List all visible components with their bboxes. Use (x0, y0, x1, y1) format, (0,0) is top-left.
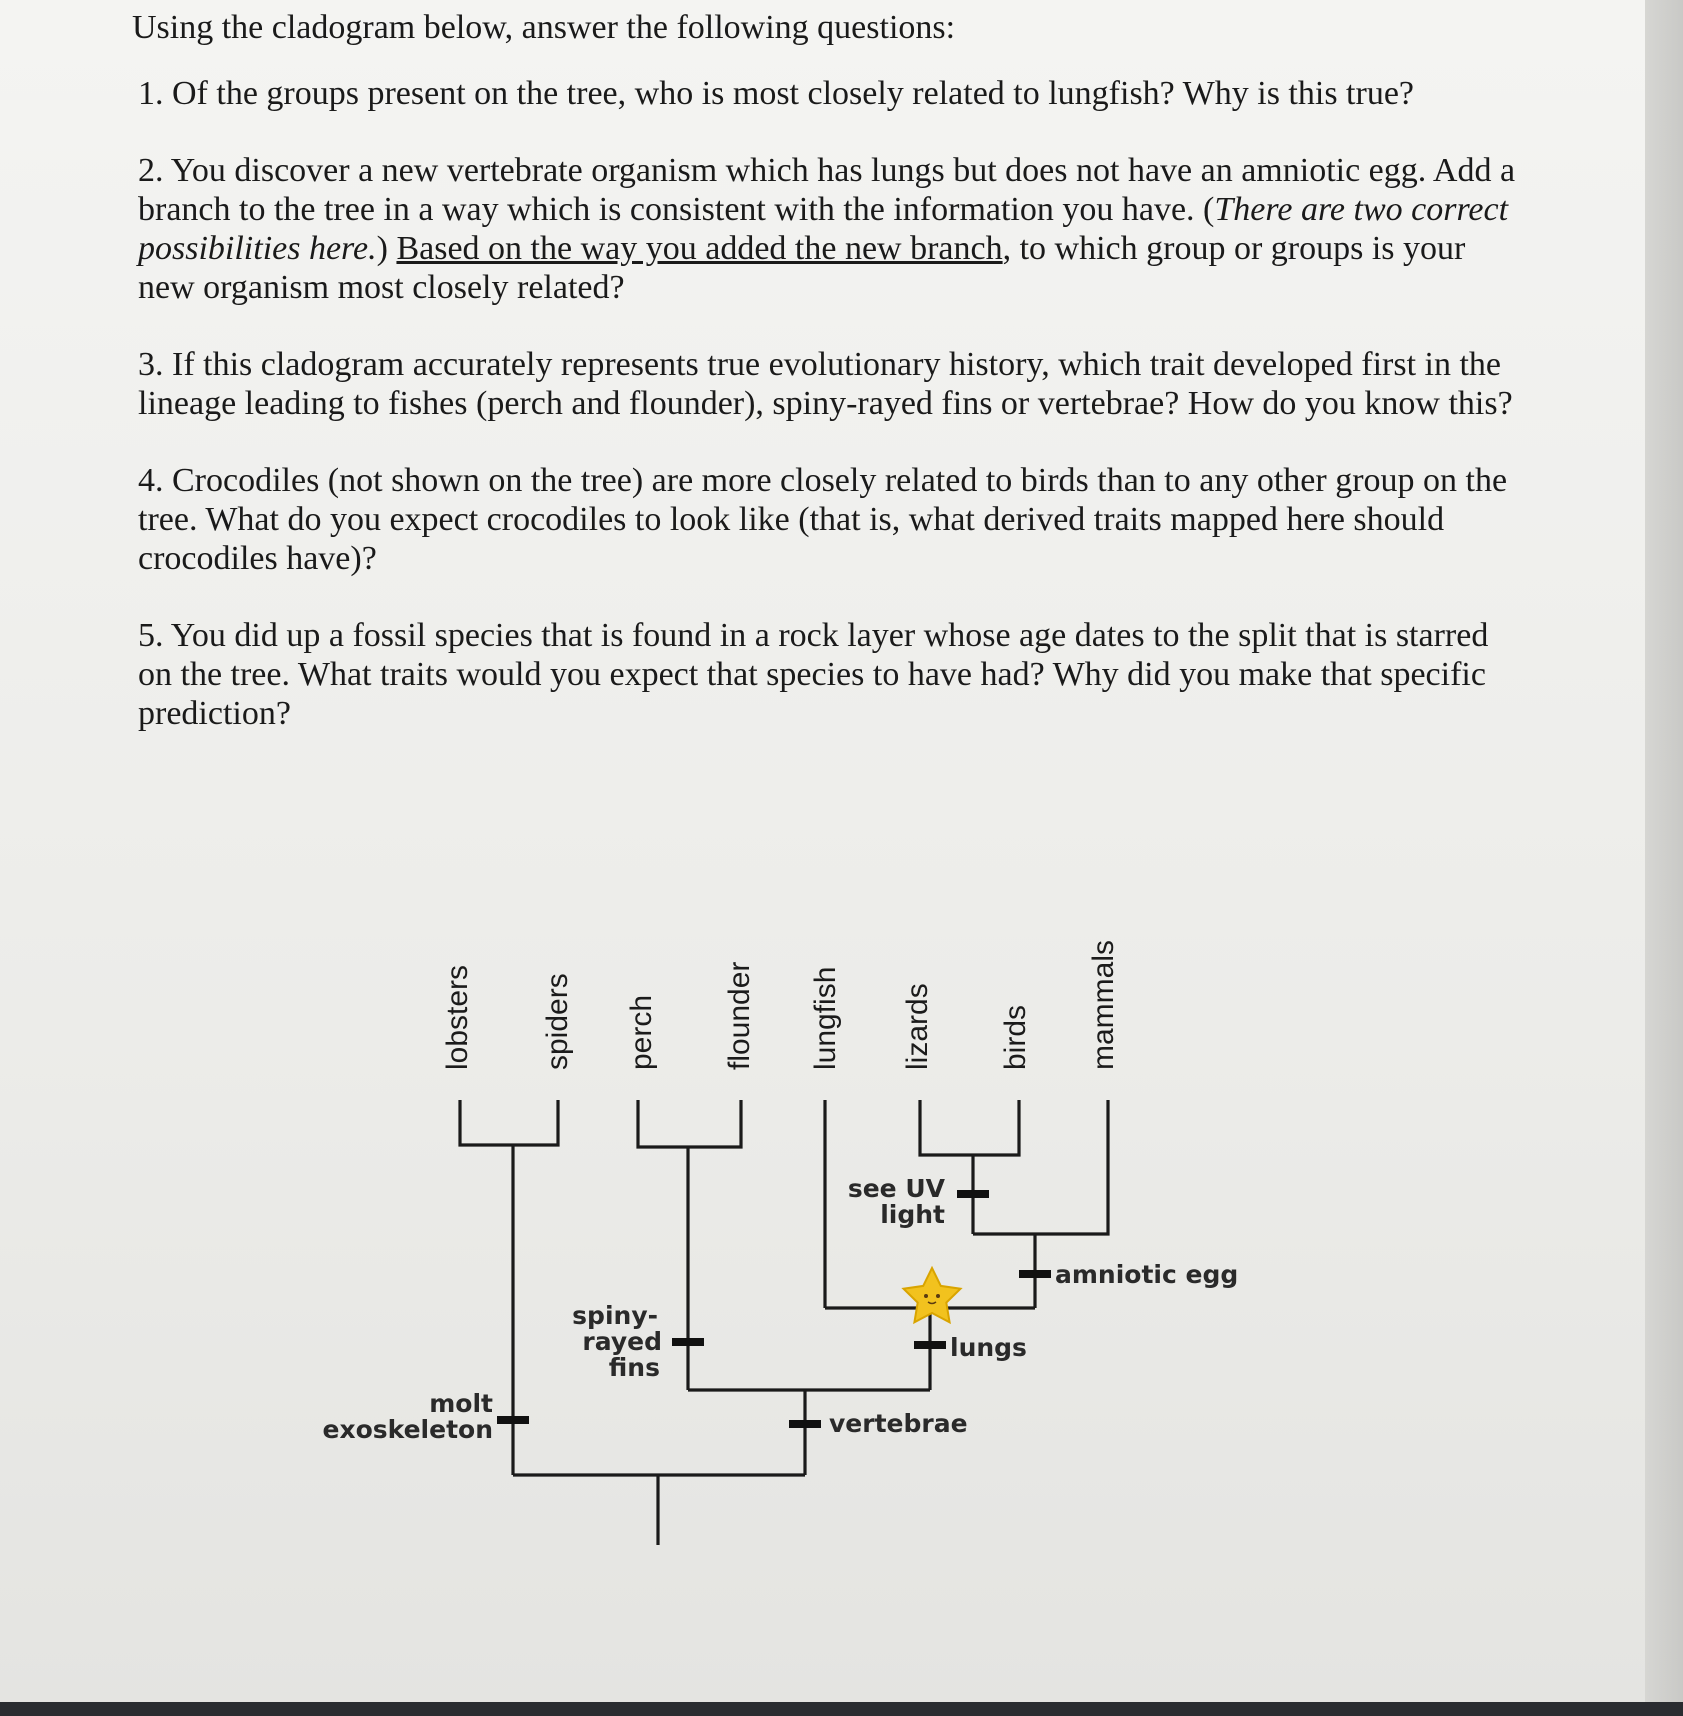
question-text: , to which group or groups is your new organism most closely related? (138, 230, 1466, 306)
hash-vertebrae (789, 1420, 821, 1428)
question-text: If this cladogram accurately represents true evolutionary history, which trait developed first in the lineage leading to fishes (perch and flounder), spiny-rayed fins or vertebrae? How do you know this? (138, 346, 1513, 422)
branch-lobsters-spiders (460, 1100, 558, 1145)
question-5 (138, 616, 1522, 733)
question-underlined-text: Based on the way you added the new branch (396, 230, 1003, 267)
worksheet-heading: Using the cladogram below, answer the following questions: (132, 9, 956, 46)
trait-label-rayed: rayed (582, 1327, 662, 1356)
taxon-label-lizards: lizards (901, 983, 934, 1070)
taxon-label-lungfish: lungfish (809, 966, 842, 1070)
hash-molt-exoskeleton (497, 1416, 529, 1424)
question-2 (138, 151, 1522, 307)
taxon-label-lobsters: lobsters (441, 964, 474, 1070)
question-number: 2. (138, 152, 164, 189)
tree-branches (460, 1100, 1108, 1545)
taxon-label-spiders: spiders (541, 973, 574, 1070)
question-3 (138, 345, 1522, 423)
hash-spiny-rayed-fins (672, 1338, 704, 1346)
branch-perch-flounder (638, 1100, 741, 1147)
cladogram (300, 900, 1300, 1580)
question-1 (138, 74, 1522, 113)
hash-see-uv-light (957, 1190, 989, 1198)
question-number: 5. (138, 617, 164, 654)
taxon-label-perch: perch (625, 994, 658, 1070)
hash-amniotic-egg (1019, 1270, 1051, 1278)
question-text: Of the groups present on the tree, who is most closely related to lungfish? Why is this true? (172, 75, 1414, 112)
trait-label-see-uv: see UV (847, 1174, 945, 1203)
question-number: 3. (138, 346, 164, 383)
branch-lizards-birds (920, 1100, 1019, 1155)
trait-label-light: light (880, 1200, 945, 1229)
question-4 (138, 461, 1522, 578)
star-icon (904, 1268, 961, 1322)
hash-lungs (914, 1341, 946, 1349)
trait-label-amniotic-egg: amniotic egg (1055, 1260, 1239, 1289)
trait-label-molt: molt (429, 1389, 493, 1418)
trait-label-exoskeleton: exoskeleton (322, 1415, 493, 1444)
question-text: ) (376, 230, 397, 267)
trait-label-lungs: lungs (950, 1333, 1027, 1362)
branch-amniote-node (973, 1100, 1108, 1234)
trait-label-vertebrae: vertebrae (829, 1409, 968, 1438)
taxon-label-flounder: flounder (723, 961, 756, 1070)
taxon-label-mammals: mammals (1087, 939, 1120, 1070)
trait-label-spiny: spiny- (572, 1301, 658, 1330)
question-number: 1. (138, 75, 164, 112)
worksheet-document (132, 8, 1522, 771)
question-italic-note: There are two correct possibilities here. (138, 191, 1509, 267)
question-text: You did up a fossil species that is found in a rock layer whose age dates to the split that is starred on the tree. What traits would you expect that species to have had? Why did you make that specific prediction? (138, 617, 1489, 732)
screen-edge-shadow (1645, 0, 1683, 1716)
question-text: Crocodiles (not shown on the tree) are more closely related to birds than to any other group on the tree. What do you expect crocodiles to look like (that is, what derived traits mapped here should crocodiles have)? (138, 462, 1508, 577)
trait-label-fins: fins (608, 1353, 660, 1382)
taxon-label-birds: birds (999, 1004, 1032, 1070)
question-number: 4. (138, 462, 164, 499)
question-text: You discover a new vertebrate organism which has lungs but does not have an amniotic egg. Add a branch to the tree in a way which is consistent with the information you have. ( (138, 152, 1516, 228)
monitor-bezel (0, 1702, 1683, 1716)
